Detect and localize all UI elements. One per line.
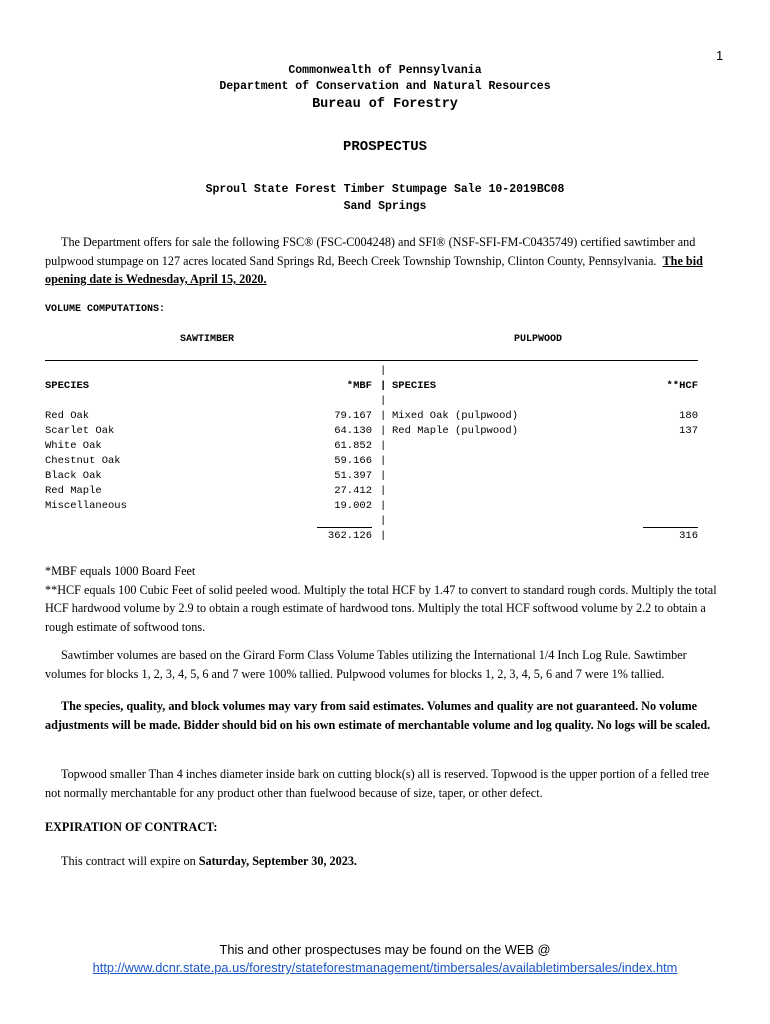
- sale-location: Sand Springs: [343, 200, 427, 213]
- hcf-note: **HCF equals 100 Cubic Feet of solid peeled wood. Multiply the total HCF by 1.47 to convert to standard rough cords. Multiply the total HCF hardwood volume by 2.9 to obtain a rough estimate of hardwood tons. Multiply the total HCF softwood volume by 2.2 to obtain a rough estimate of softwood tons.: [45, 582, 717, 634]
- expiration-title: EXPIRATION OF CONTRACT:: [45, 820, 218, 834]
- header-bureau: Bureau of Forestry: [312, 97, 458, 112]
- header-department: Department of Conservation and Natural Resources: [219, 80, 551, 93]
- table-row: [45, 455, 698, 470]
- saw-mbf: 64.130: [334, 425, 372, 437]
- column-divider: |: [380, 440, 387, 452]
- column-divider: |: [380, 530, 387, 542]
- footer-text: This and other prospectuses may be found on the WEB @: [219, 942, 551, 957]
- methods-text: Sawtimber volumes are based on the Girard Form Class Volume Tables utilizing the International 1/4 Inch Log Rule. Sawtimber volumes for blocks 1, 2, 3, 4, 5, 6 and 7 were 100% tallied. Pulpwood volumes for blocks 1, 2, 3, 4, 5, 6 and 7 were 1% tallied.: [45, 648, 687, 681]
- saw-species: Red Oak: [45, 410, 90, 422]
- table-rule: [45, 360, 698, 361]
- saw-species: Black Oak: [45, 470, 102, 482]
- column-divider: |: [380, 395, 387, 407]
- pulp-hcf: 180: [679, 410, 698, 422]
- column-divider: |: [380, 425, 387, 437]
- table-row: [45, 410, 698, 425]
- sawtimber-total: 362.126: [327, 530, 372, 542]
- expiration-prefix: This contract will expire on: [61, 854, 196, 868]
- pulpwood-sum-line: [643, 527, 698, 528]
- hcf-header: **HCF: [666, 380, 698, 392]
- saw-species: Scarlet Oak: [45, 425, 115, 437]
- column-divider: |: [380, 365, 387, 377]
- mbf-note: *MBF equals 1000 Board Feet: [45, 564, 196, 578]
- table-row: [45, 425, 698, 440]
- column-divider: |: [380, 485, 387, 497]
- table-header-row: [45, 380, 698, 395]
- prospectus-link[interactable]: http://www.dcnr.state.pa.us/forestry/stateforestmanagement/timbersales/availabletimbersales/index.htm: [92, 960, 678, 975]
- sale-title: Sproul State Forest Timber Stumpage Sale 10-2019BC08: [205, 183, 565, 196]
- sawtimber-title: SAWTIMBER: [180, 334, 235, 345]
- saw-mbf: 51.397: [334, 470, 372, 482]
- expiration-paragraph: [45, 852, 725, 871]
- page-number: 1: [716, 48, 724, 63]
- bid-opening-date: The bid opening date is Wednesday, April 15, 2020.: [45, 253, 703, 286]
- table-row: [45, 470, 698, 485]
- saw-mbf: 79.167: [334, 410, 372, 422]
- pulpwood-title: PULPWOOD: [514, 334, 563, 345]
- volume-notes: [45, 562, 725, 636]
- document-title: PROSPECTUS: [342, 139, 427, 155]
- column-divider: |: [380, 455, 387, 467]
- column-divider: |: [380, 410, 387, 422]
- pulp-hcf: 137: [679, 425, 698, 437]
- species-header: SPECIES: [45, 380, 90, 392]
- column-divider: |: [380, 515, 387, 527]
- pulp-species: Red Maple (pulpwood): [392, 425, 519, 437]
- pulp-species: Mixed Oak (pulpwood): [392, 410, 519, 422]
- table-row: [45, 440, 698, 455]
- table-total-row: [45, 530, 698, 545]
- saw-mbf: 19.002: [334, 500, 372, 512]
- intro-text: The Department offers for sale the following FSC® (FSC-C004248) and SFI® (NSF-SFI-FM-C0435749) certified sawtimber and pulpwood stumpage on 127 acres located Sand Springs Rd, Beech Creek Township Township, Clinton County, Pennsylvania.: [45, 235, 696, 268]
- saw-species: Chestnut Oak: [45, 455, 121, 467]
- pulpwood-total: 316: [679, 530, 698, 542]
- saw-species: White Oak: [45, 440, 102, 452]
- table-spacer-row: [45, 365, 698, 380]
- column-divider: |: [380, 500, 387, 512]
- header-commonwealth: Commonwealth of Pennsylvania: [288, 64, 482, 77]
- disclaimer-text: The species, quality, and block volumes may vary from said estimates. Volumes and quality are not guaranteed. No volume adjustments will be made. Bidder should bid on his own estimate of merchantable volume and log quality. No logs will be scaled.: [45, 699, 711, 732]
- table-row: [45, 500, 698, 515]
- saw-mbf: 27.412: [334, 485, 372, 497]
- topwood-paragraph: [45, 765, 725, 802]
- footer: [0, 941, 770, 977]
- pulp-species-header: SPECIES: [392, 380, 437, 392]
- volume-computations-title: VOLUME COMPUTATIONS:: [45, 304, 166, 315]
- table-spacer-row: [45, 395, 698, 410]
- methods-paragraph: [45, 646, 725, 683]
- column-divider: |: [380, 470, 387, 482]
- expiration-date: Saturday, September 30, 2023.: [198, 854, 357, 868]
- topwood-text: Topwood smaller Than 4 inches diameter inside bark on cutting block(s) all is reserved. Topwood is the upper portion of a felled tree not normally merchantable for any product other than fuelwood because of size, taper, or other defect.: [45, 767, 710, 800]
- saw-species: Miscellaneous: [45, 500, 127, 512]
- saw-mbf: 61.852: [334, 440, 372, 452]
- saw-mbf: 59.166: [334, 455, 372, 467]
- saw-species: Red Maple: [45, 485, 102, 497]
- column-divider: |: [380, 380, 387, 392]
- disclaimer-paragraph: [45, 697, 725, 734]
- mbf-header: *MBF: [346, 380, 372, 392]
- sawtimber-sum-line: [317, 527, 372, 528]
- table-row: [45, 485, 698, 500]
- intro-paragraph: [45, 233, 725, 289]
